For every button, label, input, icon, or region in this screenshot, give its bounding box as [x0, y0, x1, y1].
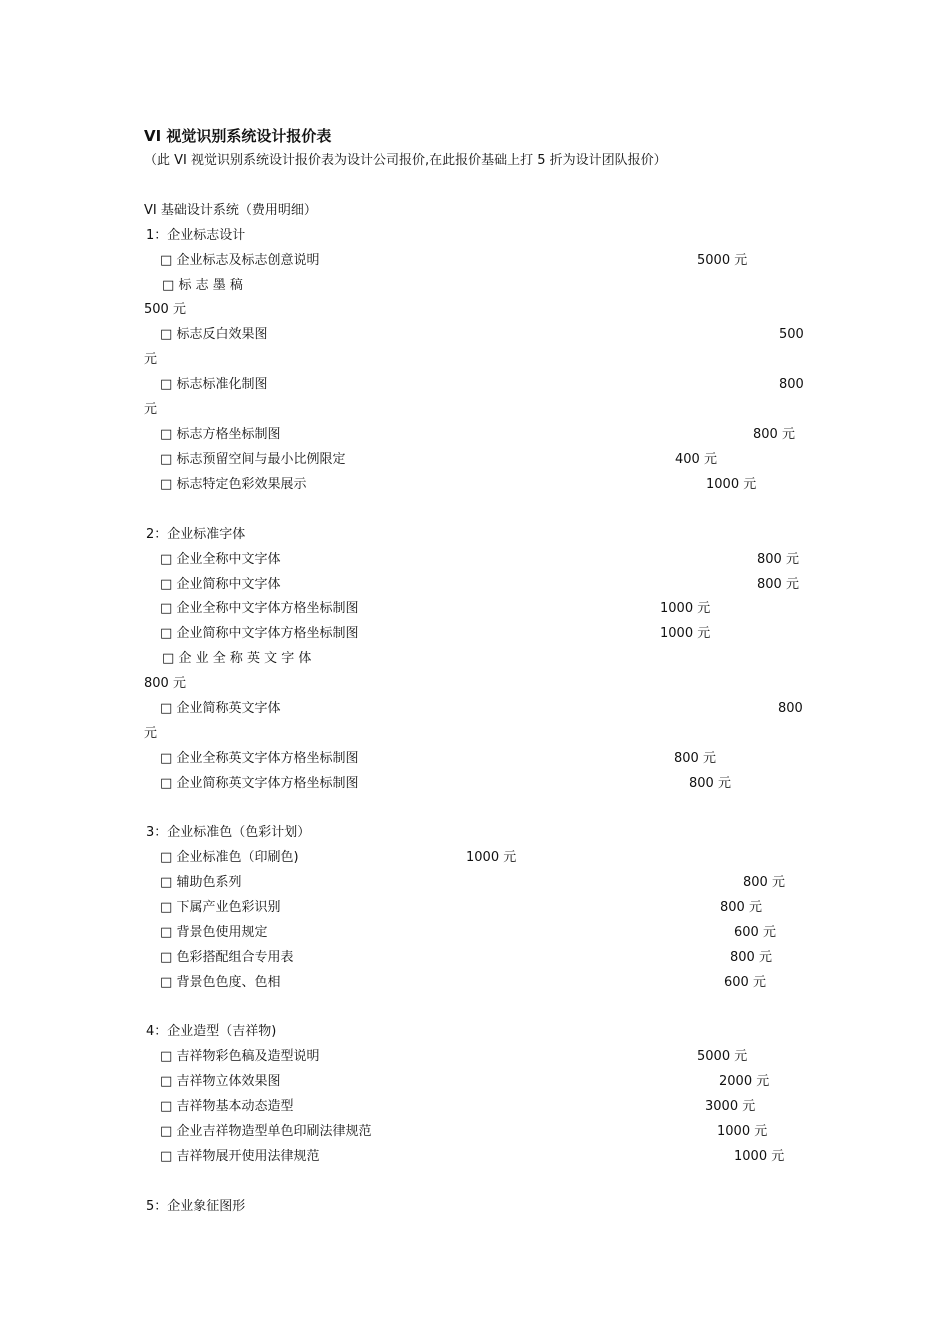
item-label: 企业标志及标志创意说明 [176, 253, 320, 268]
checkbox-icon: □ [160, 452, 173, 467]
item-label: 企业吉祥物造型单色印刷法律规范 [176, 1124, 372, 1139]
item-label: 下属产业色彩识别 [176, 900, 281, 915]
item-label: 背景色色度、色相 [176, 975, 281, 990]
section-1-heading: 1：企业标志设计 [146, 228, 246, 243]
checkbox-icon: □ [160, 377, 173, 392]
checkbox-icon: □ [160, 626, 173, 641]
section-heading-main: VI 基础设计系统（费用明细） [144, 203, 317, 218]
checkbox-icon: □ [160, 975, 173, 990]
list-item [160, 427, 280, 443]
list-item [160, 1049, 319, 1065]
list-item [160, 925, 267, 941]
item-price: 3000 元 [705, 1099, 756, 1114]
item-label: 企业全称中文字体 [176, 552, 281, 567]
item-label: 标志标准化制图 [176, 377, 268, 392]
checkbox-icon: □ [160, 577, 173, 592]
item-label: 企业标准色（印刷色) [176, 850, 299, 865]
section-5-heading: 5：企业象征图形 [146, 1199, 246, 1214]
checkbox-icon: □ [162, 278, 175, 293]
item-price-unit: 元 [144, 352, 158, 367]
item-label: 企业简称中文字体 [176, 577, 281, 592]
list-item [160, 875, 241, 891]
list-item [160, 552, 280, 568]
item-price: 800 元 [720, 900, 762, 915]
item-price: 800 元 [757, 552, 799, 567]
item-price: 800 元 [757, 577, 799, 592]
checkbox-icon: □ [160, 552, 173, 567]
item-label: 吉祥物展开使用法律规范 [176, 1149, 320, 1164]
checkbox-icon: □ [160, 1049, 173, 1064]
item-price-unit: 元 [144, 726, 158, 741]
document-subtitle: （此 VI 视觉识别系统设计报价表为设计公司报价,在此报价基础上打 5 折为设计团队报价） [144, 153, 667, 168]
checkbox-icon: □ [160, 751, 173, 766]
checkbox-icon: □ [160, 1149, 173, 1164]
item-label: 企业全称英文字体方格坐标制图 [176, 751, 359, 766]
item-label: 标志反白效果图 [176, 327, 268, 342]
item-price: 800 元 [743, 875, 785, 890]
list-item [160, 975, 280, 991]
list-item [160, 950, 293, 966]
item-price: 800 [778, 701, 803, 716]
list-item [160, 327, 267, 343]
checkbox-icon: □ [160, 327, 173, 342]
list-item [160, 1149, 319, 1165]
list-item [160, 701, 280, 717]
item-price: 5000 元 [697, 1049, 748, 1064]
item-label: 标 志 墨 稿 [178, 278, 243, 293]
list-item [160, 900, 280, 916]
checkbox-icon: □ [160, 776, 173, 791]
item-label: 色彩搭配组合专用表 [176, 950, 294, 965]
item-label: 吉祥物彩色稿及造型说明 [176, 1049, 320, 1064]
checkbox-icon: □ [160, 427, 173, 442]
checkbox-icon: □ [160, 1099, 173, 1114]
checkbox-icon: □ [160, 925, 173, 940]
item-price: 500 元 [144, 302, 186, 317]
item-label: 吉祥物基本动态造型 [176, 1099, 294, 1114]
checkbox-icon: □ [162, 651, 175, 666]
checkbox-icon: □ [160, 477, 173, 492]
checkbox-icon: □ [160, 850, 173, 865]
item-price: 1000 元 [660, 601, 711, 616]
list-item [162, 651, 311, 667]
item-label: 企业全称中文字体方格坐标制图 [176, 601, 359, 616]
document-title: VI 视觉识别系统设计报价表 [144, 127, 332, 145]
checkbox-icon: □ [160, 950, 173, 965]
list-item [160, 601, 358, 617]
checkbox-icon: □ [160, 1074, 173, 1089]
checkbox-icon: □ [160, 701, 173, 716]
checkbox-icon: □ [160, 601, 173, 616]
section-3-heading: 3：企业标准色（色彩计划） [146, 825, 311, 840]
item-label: 企业简称英文字体方格坐标制图 [176, 776, 359, 791]
item-price-unit: 元 [144, 402, 158, 417]
list-item [160, 253, 319, 269]
list-item [160, 577, 280, 593]
item-price: 800 元 [753, 427, 795, 442]
list-item [160, 377, 267, 393]
list-item [160, 776, 358, 792]
item-label: 背景色使用规定 [176, 925, 268, 940]
checkbox-icon: □ [160, 875, 173, 890]
item-price: 1000 元 [466, 850, 517, 865]
item-price: 5000 元 [697, 253, 748, 268]
item-price: 800 元 [144, 676, 186, 691]
item-price: 800 元 [689, 776, 731, 791]
checkbox-icon: □ [160, 900, 173, 915]
item-price: 800 [779, 377, 804, 392]
item-label: 辅助色系列 [176, 875, 242, 890]
list-item [160, 1099, 293, 1115]
item-price: 1000 元 [717, 1124, 768, 1139]
item-label: 标志预留空间与最小比例限定 [176, 452, 346, 467]
section-2-heading: 2：企业标准字体 [146, 527, 246, 542]
checkbox-icon: □ [160, 1124, 173, 1139]
list-item [160, 1074, 280, 1090]
item-price: 600 元 [724, 975, 766, 990]
list-item [160, 477, 306, 493]
list-item [160, 626, 358, 642]
item-price: 1000 元 [734, 1149, 785, 1164]
list-item [162, 278, 243, 294]
item-label: 企 业 全 称 英 文 字 体 [178, 651, 312, 666]
list-item [160, 850, 299, 866]
item-price: 1000 元 [660, 626, 711, 641]
item-price: 600 元 [734, 925, 776, 940]
item-label: 企业简称中文字体方格坐标制图 [176, 626, 359, 641]
item-price: 500 [779, 327, 804, 342]
item-price: 1000 元 [706, 477, 757, 492]
list-item [160, 751, 358, 767]
checkbox-icon: □ [160, 253, 173, 268]
section-4-heading: 4：企业造型（吉祥物) [146, 1024, 277, 1039]
item-label: 标志特定色彩效果展示 [176, 477, 307, 492]
list-item [160, 452, 345, 468]
item-price: 800 元 [674, 751, 716, 766]
list-item [160, 1124, 371, 1140]
item-label: 标志方格坐标制图 [176, 427, 281, 442]
item-price: 2000 元 [719, 1074, 770, 1089]
item-price: 400 元 [675, 452, 717, 467]
item-label: 企业简称英文字体 [176, 701, 281, 716]
item-price: 800 元 [730, 950, 772, 965]
item-label: 吉祥物立体效果图 [176, 1074, 281, 1089]
